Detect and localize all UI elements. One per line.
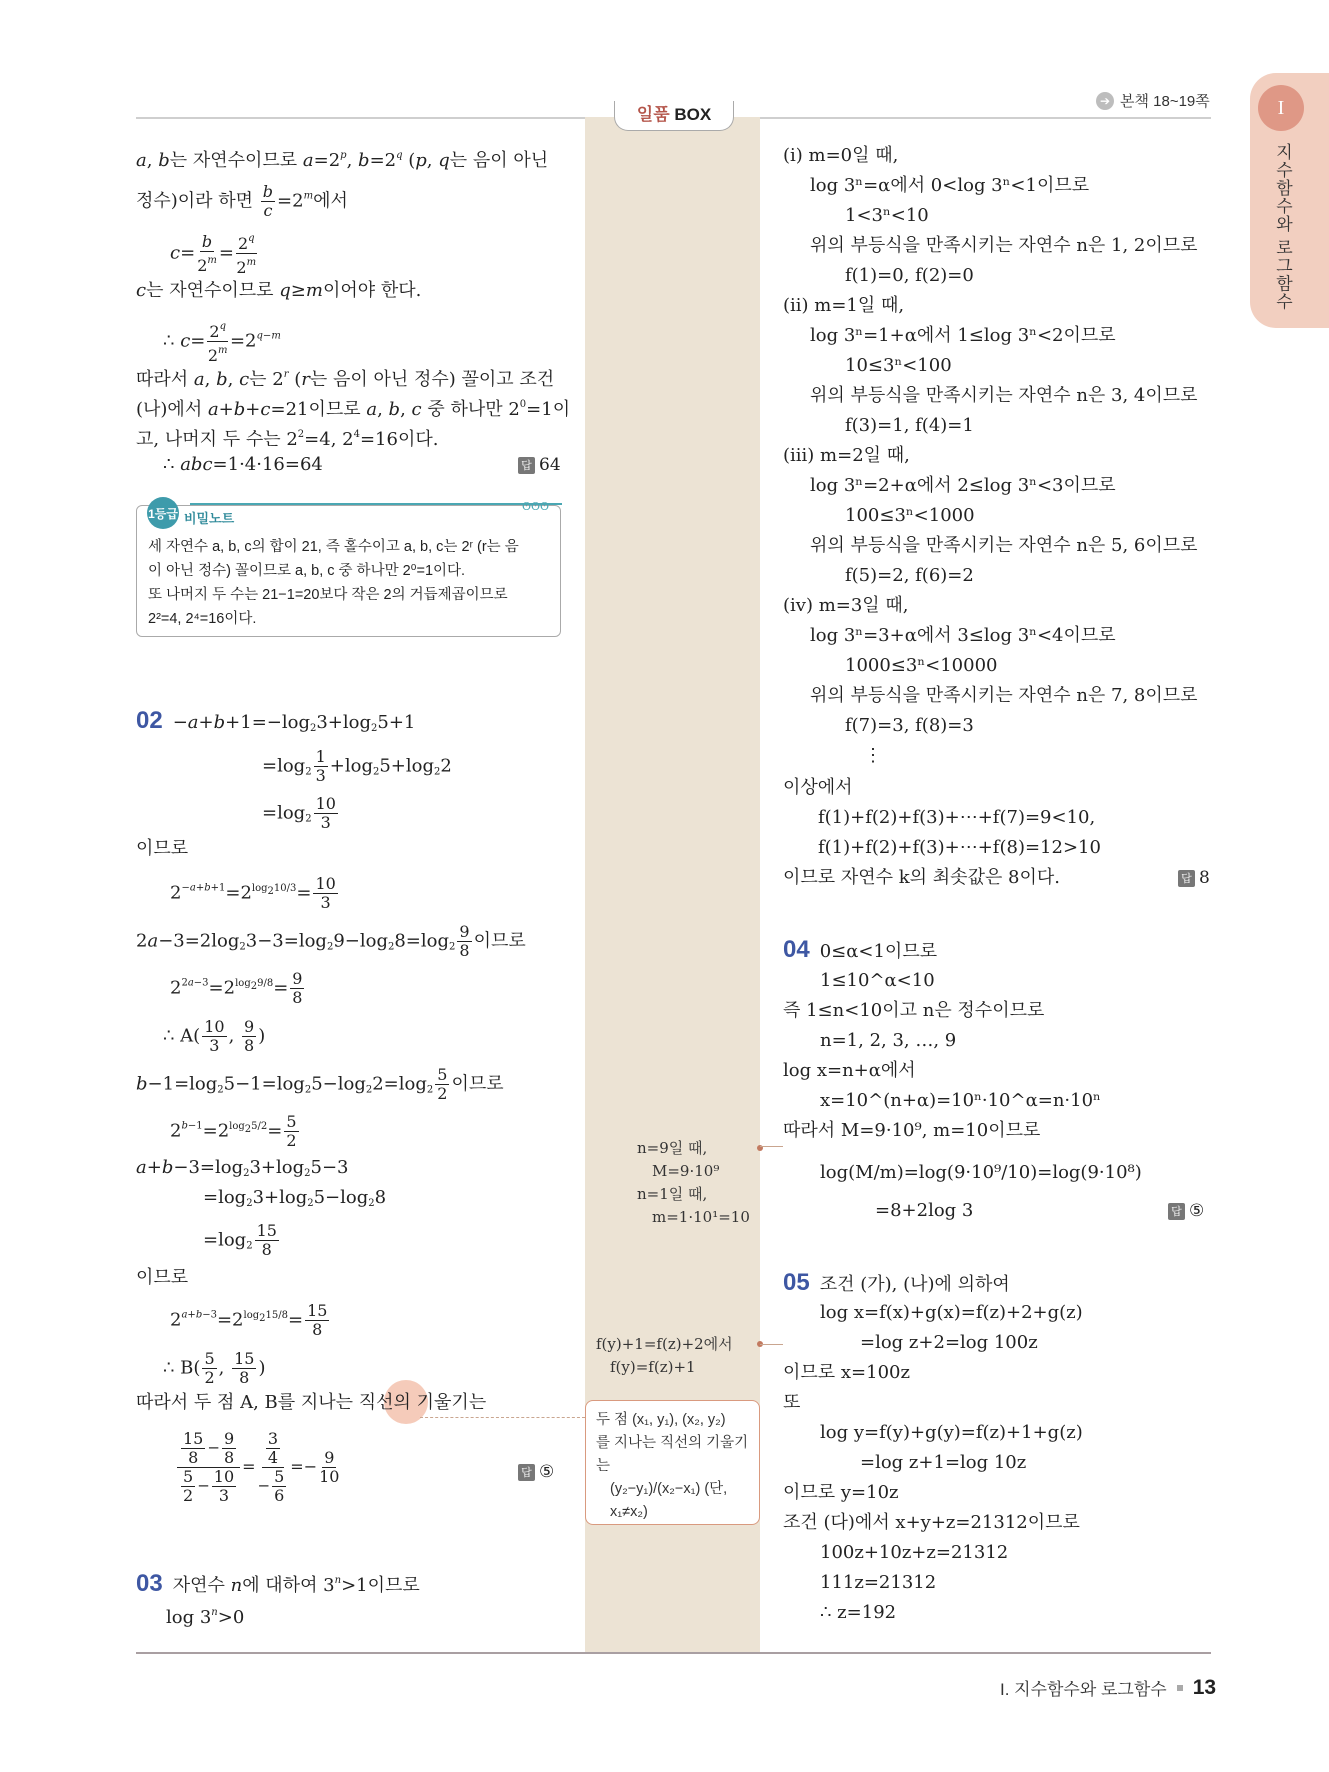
side-note-04: n=9일 때, M=9·10⁹ n=1일 때, m=1·10¹=10 xyxy=(637,1139,750,1226)
math-line: $2^{2a-3}=2^{log_29/8}=$ $\frac{9}{8}$ xyxy=(170,969,303,1007)
text-line: 또 xyxy=(783,1392,801,1413)
answer-02: 답 ⑤ xyxy=(518,1462,554,1482)
text-line: 따라서 a, b, c는 2$^r$ (r는 음이 아닌 정수) 꼴이고 조건 xyxy=(136,369,555,390)
text-line: 이므로 y=10z xyxy=(783,1482,899,1503)
point-b: ∴ B( $\frac{5}{2}$ , $\frac{15}{8}$ ) xyxy=(163,1349,266,1387)
connector-line xyxy=(760,1146,783,1147)
secret-note-title: 비밀노트 xyxy=(184,511,235,526)
text-line: 이므로 x=100z xyxy=(783,1362,910,1383)
text-line: 정수)이라 하면 $\frac{b}{c}$ $=2^m$에서 xyxy=(136,182,348,220)
page-footer xyxy=(1000,1675,1216,1700)
chapter-side-tab[interactable] xyxy=(1250,73,1329,328)
text-line: 위의 부등식을 만족시키는 자연수 n은 7, 8이므로 xyxy=(810,685,1198,706)
math-line: n=1, 2, 3, …, 9 xyxy=(820,1030,957,1051)
ellipsis: ⋮ xyxy=(864,745,882,766)
math-line: log x=n+α에서 xyxy=(783,1060,916,1081)
text-line: 위의 부등식을 만족시키는 자연수 n은 1, 2이므로 xyxy=(810,235,1198,256)
answer-04: 답 ⑤ xyxy=(1168,1201,1204,1221)
math-line: 1000≤3ⁿ<10000 xyxy=(845,655,998,676)
math-line: ∴ z=192 xyxy=(820,1602,897,1623)
arrow-right-circle-icon: ➔ xyxy=(1096,92,1114,110)
math-line: c= $\frac{b}{2^m}$ = $\frac{2^q}{2^m}$ xyxy=(170,231,257,277)
grade-badge: 1등급 xyxy=(147,497,179,529)
math-line: $2a-3=2\log_23-3=\log_29-\log_28=\log_2$ $\frac{9}{8}$ 이므로 xyxy=(136,922,526,960)
math-line: ∴ abc=1·4·16=64 xyxy=(163,454,323,475)
text-line: 이므로 xyxy=(136,1267,189,1288)
page-number: 13 xyxy=(1192,1675,1217,1699)
answer-03: 답 8 xyxy=(1178,868,1210,888)
math-line: log y=f(y)+g(y)=f(z)+1+g(z) xyxy=(820,1422,1083,1443)
math-line: log 3ⁿ=3+α에서 3≤log 3ⁿ<4이므로 xyxy=(810,625,1116,646)
math-line: f(1)+f(2)+f(3)+⋯+f(8)=12>10 xyxy=(818,837,1101,858)
text-line: (나)에서 a+b+c=21이므로 a, b, c 중 하나만 $2^0=1$이 xyxy=(136,399,571,420)
math-line: f(7)=3, f(8)=3 xyxy=(845,715,974,736)
connector-line xyxy=(420,1417,585,1418)
math-line: x=10^(n+α)=10ⁿ·10^α=n·10ⁿ xyxy=(820,1090,1101,1111)
point-a: ∴ A( $\frac{10}{3}$ , $\frac{9}{8}$ ) xyxy=(163,1017,266,1055)
text-line: 따라서 M=9·10⁹, m=10이므로 xyxy=(783,1120,1041,1141)
binder-rings-icon: ʘʘʘ xyxy=(522,500,550,513)
math-line: 1<3ⁿ<10 xyxy=(845,205,929,226)
secret-note-body: 세 자연수 a, b, c의 합이 21, 즉 홀수이고 a, b, c는 2ʳ (r는 음 이 아닌 정수) 꼴이므로 a, b, c 중 하나만 2⁰=1이다. 또 나머지 두 수는 21−1=20보다 작은 2의 거듭제곱이므로 2²=4, 2⁴=16이다. xyxy=(148,539,519,627)
text-line: a, b는 자연수이므로 $a=2^p$, $b=2^q$ (p, q는 음이 아닌 xyxy=(136,150,549,171)
math-line: $2^{b-1}=2^{log_25/2}=$ $\frac{5}{2}$ xyxy=(170,1112,297,1150)
answer-icon: 답 xyxy=(518,457,535,474)
text-line: c는 자연수이므로 q≥m이어야 한다. xyxy=(136,280,422,301)
chapter-title: 지수함수와 로그함수 xyxy=(1273,143,1292,311)
math-line: $a+b-3=\log_23+\log_25-3$ xyxy=(136,1157,349,1179)
case-heading: (i) m=0일 때, xyxy=(783,145,899,166)
problem-number: 04 xyxy=(783,936,810,963)
math-line: f(3)=1, f(4)=1 xyxy=(845,415,974,436)
answer-01: 답 64 xyxy=(518,455,561,475)
text-line: 이므로 자연수 k의 최솟값은 8이다. xyxy=(783,867,1061,888)
book-reference: ➔ 본책 18~19쪽 xyxy=(1096,90,1210,111)
ilpum-box-label: 일품 BOX xyxy=(614,101,734,131)
secret-note-accent xyxy=(190,503,562,505)
math-line: log 3ⁿ=α에서 0<log 3ⁿ<1이므로 xyxy=(810,175,1090,196)
math-line: log x=f(x)+g(x)=f(z)+2+g(z) xyxy=(820,1302,1083,1323)
math-line: 100≤3ⁿ<1000 xyxy=(845,505,975,526)
math-line: $b-1=\log_25-1=\log_25-\log_22=\log_2$ $\frac{5}{2}$ 이므로 xyxy=(136,1065,504,1103)
text-line: 위의 부등식을 만족시키는 자연수 n은 5, 6이므로 xyxy=(810,535,1198,556)
text-line: 이므로 xyxy=(136,838,189,859)
answer-icon: 답 xyxy=(1178,870,1195,887)
problem-03-line: 03 자연수 n에 대하여 $3^n>1$이므로 xyxy=(136,1570,420,1597)
text-line: 조건 (다)에서 x+y+z=21312이므로 xyxy=(783,1512,1080,1533)
footer-rule xyxy=(136,1652,1211,1654)
math-line: =log z+1=log 10z xyxy=(860,1452,1027,1473)
answer-icon: 답 xyxy=(1168,1203,1185,1220)
math-line: log(M/m)=log(9·10⁹/10)=log(9·10⁸) xyxy=(820,1162,1142,1183)
chapter-numeral: I xyxy=(1258,85,1304,131)
math-line: =log z+2=log 100z xyxy=(860,1332,1038,1353)
chapter-label: I. 지수함수와 로그함수 xyxy=(1000,1680,1167,1699)
slope-equation: $\frac{15}{8}$ − $\frac{9}{8}$ $\frac{5}{2}$ − $\frac{10}{3}$ = $\frac{3}{4}$ − $\frac{5}{6}$ =− $\frac{9}{10}$ xyxy=(175,1430,341,1505)
math-line: f(5)=2, f(6)=2 xyxy=(845,565,974,586)
text-line: 위의 부등식을 만족시키는 자연수 n은 3, 4이므로 xyxy=(810,385,1198,406)
text-line: 고, 나머지 두 수는 $2^2=4$, $2^4=16$이다. xyxy=(136,429,439,450)
problem-02-line: $02 -a+b+1=-\log_23+\log_25+1$ xyxy=(136,707,416,734)
text-line: 따라서 두 점 A, B를 지나는 직선의 기울기는 xyxy=(136,1392,487,1413)
text-line: 즉 1≤n<10이고 n은 정수이므로 xyxy=(783,1000,1045,1021)
math-line: $=\log_2$ $\frac{15}{8}$ xyxy=(203,1221,277,1259)
math-line: log 3ⁿ=2+α에서 2≤log 3ⁿ<3이므로 xyxy=(810,475,1116,496)
case-heading: (iii) m=2일 때, xyxy=(783,445,910,466)
problem-number: 05 xyxy=(783,1269,810,1296)
math-line: f(1)=0, f(2)=0 xyxy=(845,265,974,286)
math-line: log 3ⁿ=1+α에서 1≤log 3ⁿ<2이므로 xyxy=(810,325,1116,346)
problem-number: 03 xyxy=(136,1570,163,1597)
answer-icon: 답 xyxy=(518,1464,535,1481)
math-line: f(1)+f(2)+f(3)+⋯+f(7)=9<10, xyxy=(818,807,1096,828)
problem-04-line: 04 0≤α<1이므로 xyxy=(783,936,938,963)
text-line: 이상에서 xyxy=(783,777,853,798)
math-line: ∴ c= $\frac{2^q}{2^m}$ $=2^{q-m}$ xyxy=(163,318,281,365)
separator-square xyxy=(1177,1685,1183,1691)
problem-number: 02 xyxy=(136,707,163,734)
math-line: 111z=21312 xyxy=(820,1572,937,1593)
math-line: 1≤10^α<10 xyxy=(820,970,935,991)
math-line: $=\log_2$ $\frac{10}{3}$ xyxy=(262,794,336,832)
side-note-05: f(y)+1=f(z)+2에서 f(y)=f(z)+1 xyxy=(596,1335,733,1376)
math-line: $\log 3^n>0$ xyxy=(166,1607,245,1628)
math-line: $=\log_2$ $\frac{1}{3}$ $+\log_25+\log_22$ xyxy=(262,747,452,785)
problem-05-line: 05 조건 (가), (나)에 의하여 xyxy=(783,1269,1010,1296)
math-line: 100z+10z+z=21312 xyxy=(820,1542,1009,1563)
case-heading: (iv) m=3일 때, xyxy=(783,595,909,616)
slope-tip-box: 두 점 (x₁, y₁), (x₂, y₂) 를 지나는 직선의 기울기 는 (y₂−y₁)/(x₂−x₁) (단, x₁≠x₂) xyxy=(585,1400,760,1525)
math-line: 10≤3ⁿ<100 xyxy=(845,355,952,376)
math-line: $2^{-a+b+1}=2^{log_210/3}=$ $\frac{10}{3}$ xyxy=(170,874,336,912)
connector-line xyxy=(760,1344,783,1345)
case-heading: (ii) m=1일 때, xyxy=(783,295,905,316)
math-line: $2^{a+b-3}=2^{log_215/8}=$ $\frac{15}{8}$ xyxy=(170,1301,328,1339)
math-line: $=\log_23+\log_25-\log_28$ xyxy=(203,1187,387,1209)
math-line: =8+2log 3 xyxy=(875,1200,974,1221)
